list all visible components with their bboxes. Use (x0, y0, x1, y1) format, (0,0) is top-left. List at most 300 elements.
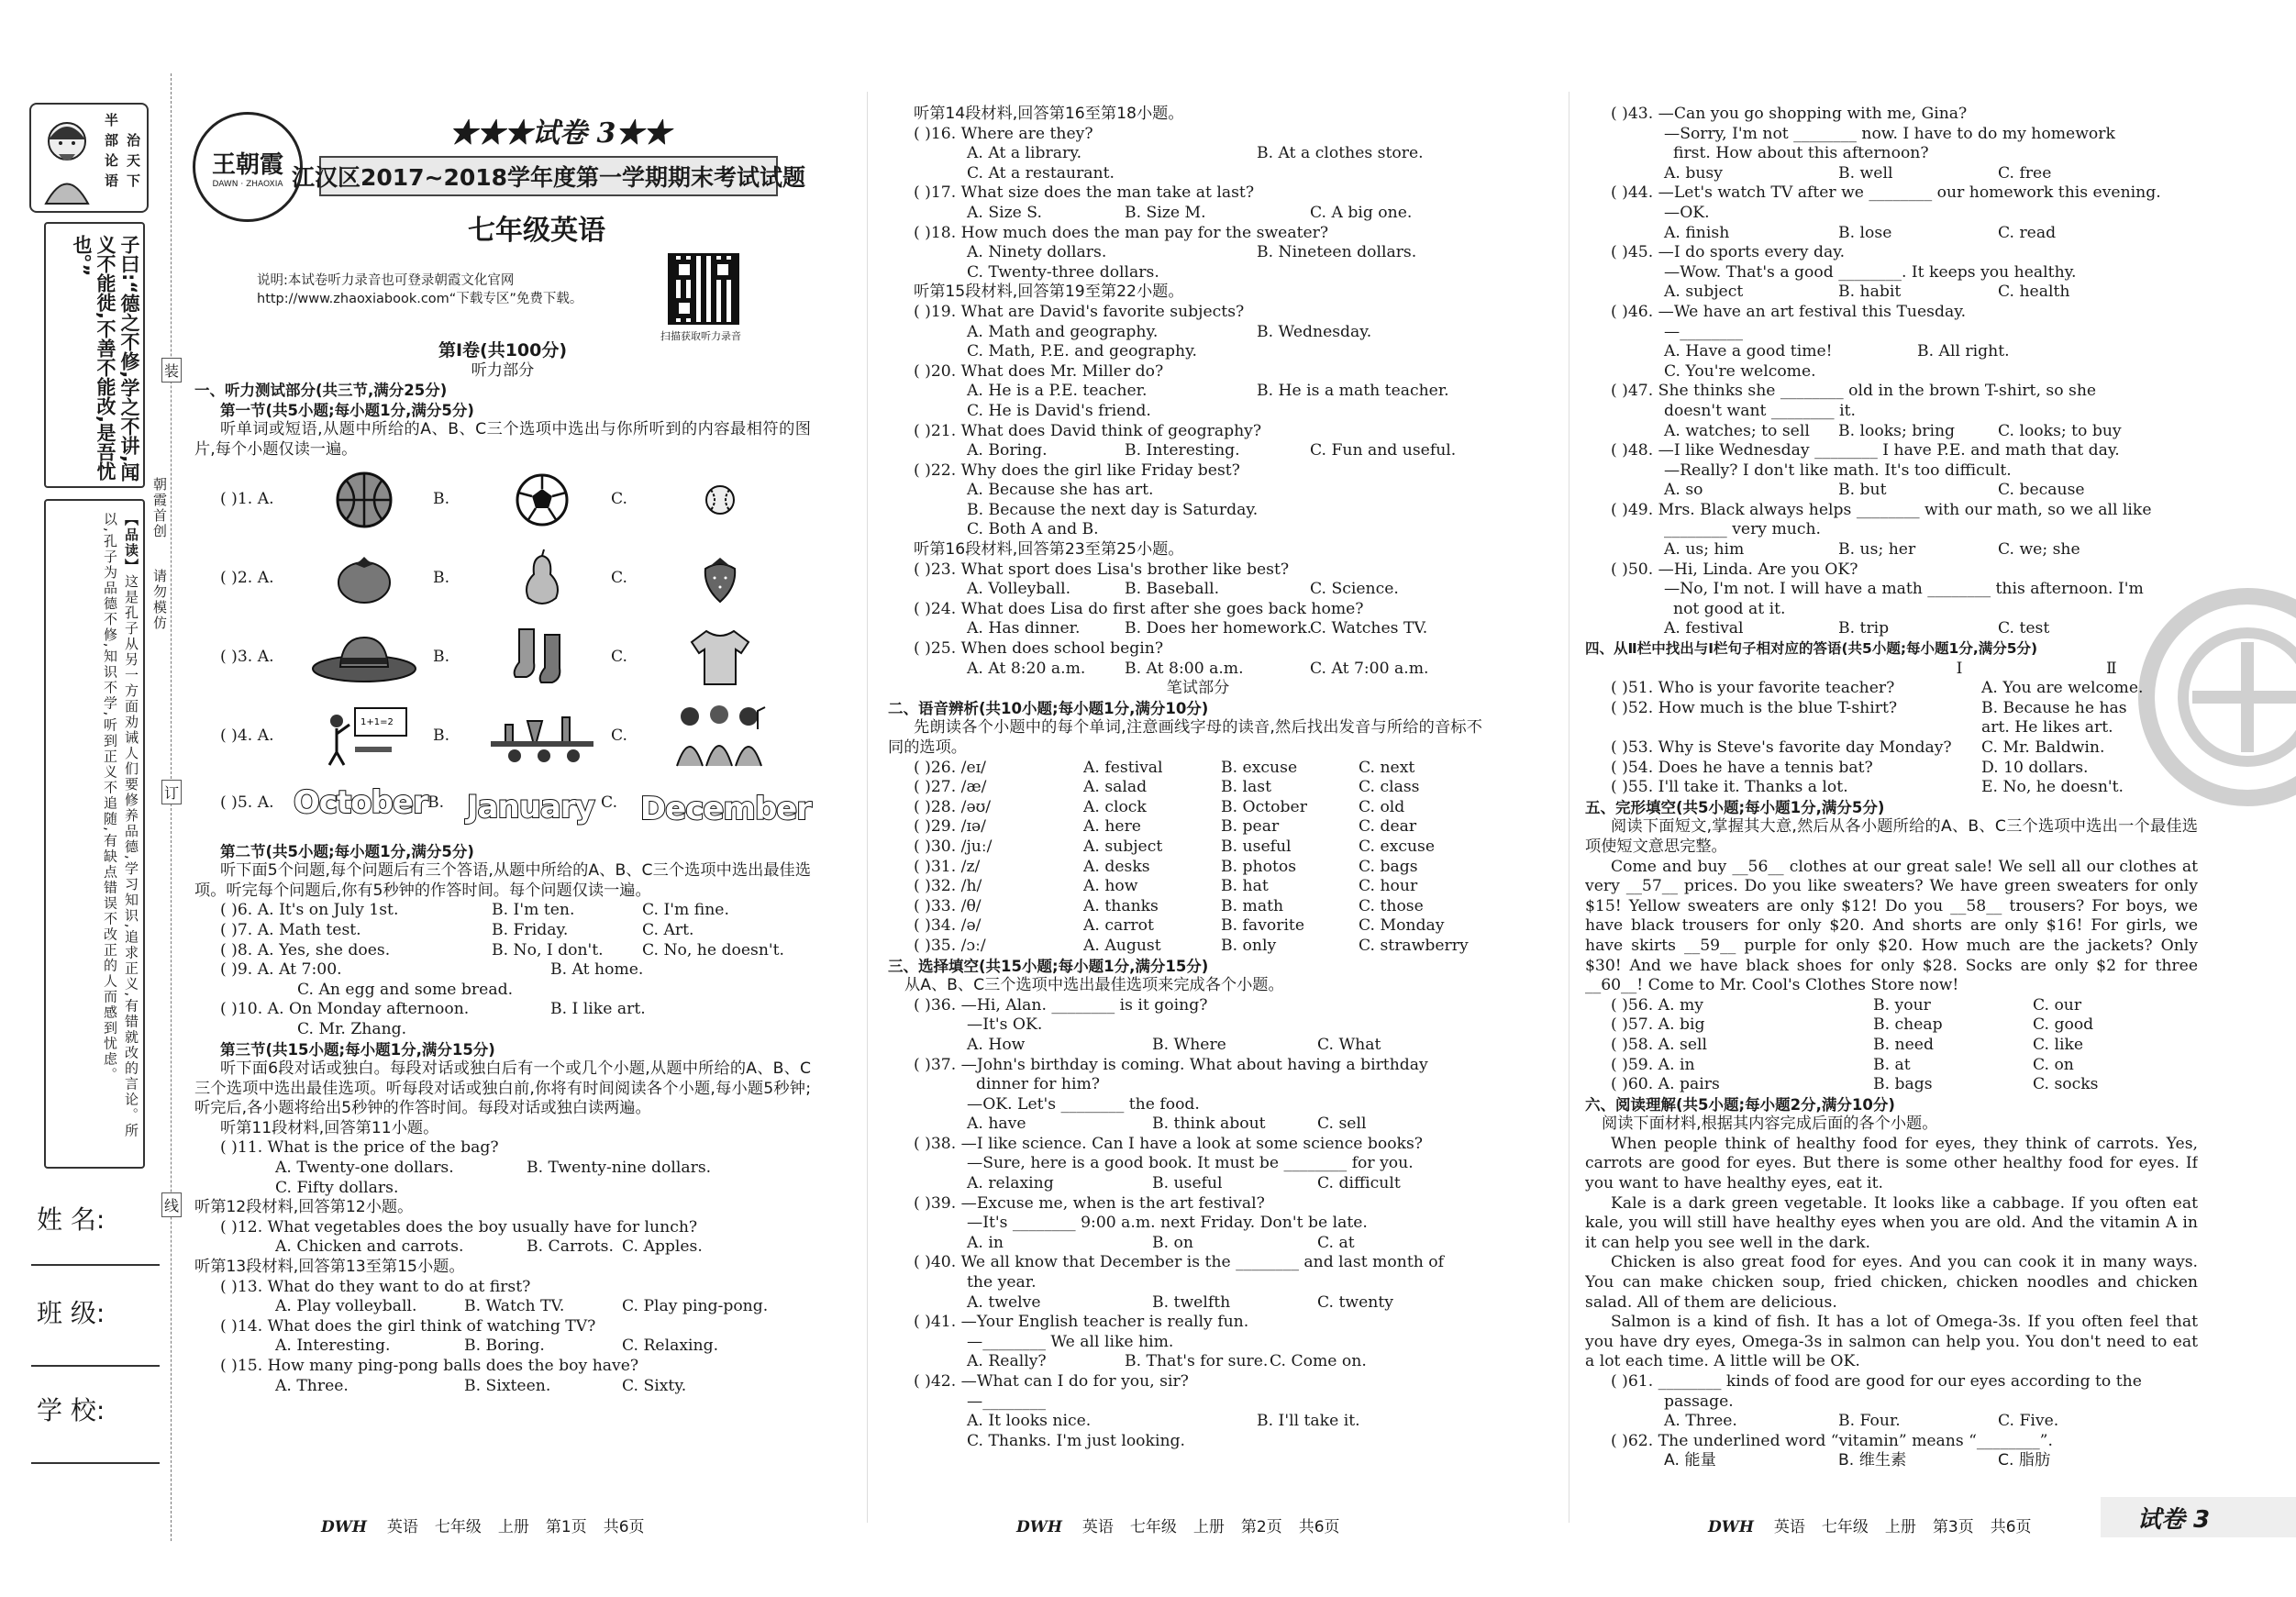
paper-no: ★★★试卷 3★★ (449, 117, 671, 150)
picture-question-4 (194, 697, 811, 776)
football-icon[interactable] (473, 460, 611, 539)
phonetics-item-cell: ( )27. /æ/ (914, 778, 987, 797)
cloze-question (1611, 1015, 2198, 1036)
question-39-options: A. in B. on C. at (967, 1233, 1355, 1252)
reading-text (53, 512, 141, 1154)
reading-box (44, 499, 145, 1169)
cloze-question-cell: ( )58. A. sell (1611, 1035, 1707, 1054)
picture-question-5 (194, 776, 811, 831)
question-61-cont: passage. (1664, 1392, 1734, 1411)
school-field[interactable] (31, 1462, 160, 1464)
matching-item-cell: C. Mr. Baldwin. (1981, 738, 2105, 757)
exam-title: 江汉区2017~2018学年度第一学期期末考试试题 (291, 164, 806, 191)
cloze-question-cell: C. like (2033, 1035, 2084, 1054)
brand-logo (193, 112, 303, 222)
cloze-question-cell: ( )59. A. in (1611, 1055, 1695, 1074)
paper-badge: 试卷 3 (2101, 1497, 2296, 1537)
listening-part-title: 听力部分 (471, 360, 535, 380)
class-label: 班 级: (37, 1298, 105, 1328)
matching-item-cell: ( )55. I'll take it. Thanks a lot. (1611, 778, 1848, 797)
tomato-icon[interactable] (295, 539, 433, 618)
title-ribbon (291, 156, 806, 196)
hat-icon[interactable] (295, 618, 433, 697)
question-15-options: A. Three. B. Sixteen. C. Sixty. (275, 1376, 687, 1395)
qr-caption: 扫描获取听力录音 (660, 330, 741, 342)
phonetics-item-cell: C. class (1359, 778, 1420, 797)
matching-item-cell: E. No, he doesn't. (1981, 778, 2124, 797)
question-37-options: A. have B. think about C. sell (967, 1115, 1367, 1134)
question-19: ( )19. What are David's favorite subjects? (914, 302, 1245, 321)
phonetics-item-cell: ( )35. /ɔː/ (914, 936, 986, 955)
question-6: ( )6. A. It's on July 1st. B. I'm ten. C. I'm fine. (220, 901, 729, 920)
reading-body: 这是孔子从另一方面劝诫人们要修养品德,学习知识,追求正义,有错就改的言论。所以,孔子为品德不修,知识不学,听到正义不追随,有缺点错误不改正的人而感到忧虑。 (102, 512, 139, 1139)
question-11-options: A. Twenty-one dollars. B. Twenty-nine dollars. (275, 1159, 712, 1178)
question-42-options: A. It looks nice. B. I'll take it. (967, 1412, 1360, 1431)
phonetics-item-cell: C. those (1359, 896, 1424, 915)
question-9-c: C. An egg and some bread. (297, 980, 514, 999)
question-43-cont: first. How about this afternoon? (1673, 144, 1929, 163)
picture-question-1 (194, 460, 811, 539)
matching-headers: Ⅰ Ⅱ (1956, 659, 2117, 678)
question-number: ( )4. A. (220, 726, 274, 745)
cloze-question-cell: ( )60. A. pairs (1611, 1075, 1720, 1094)
math-class-icon[interactable] (295, 697, 433, 776)
reading-title: 【品读】 (123, 512, 139, 574)
phonetics-item (914, 858, 1482, 878)
section-2-title: 二、语音辨析(共10小题;每小题1分,满分10分) (888, 699, 1209, 717)
phonetics-item (914, 877, 1482, 897)
option-c-letter: C. (611, 489, 628, 508)
matching-item-cell (1611, 718, 1981, 738)
phonetics-item-cell: A. here (1083, 817, 1141, 837)
question-20: ( )20. What does Mr. Miller do? (914, 361, 1164, 381)
binding-mark-xian: 线 (161, 1192, 182, 1217)
cloze-question-cell: B. at (1873, 1055, 1911, 1074)
cloze-question-cell: C. our (2033, 995, 2082, 1015)
question-48-options: A. so B. but C. because (1664, 481, 2085, 500)
question-25: ( )25. When does school begin? (914, 639, 1164, 659)
question-number: ( )3. A. (220, 647, 274, 666)
picture-question-2 (194, 539, 811, 618)
matching-item-cell: ( )54. Does he have a tennis bat? (1611, 758, 1873, 777)
january-word-art[interactable]: January (466, 788, 594, 826)
phonetics-item-cell: B. hat (1221, 877, 1269, 896)
reading-paragraph-1: When people think of healthy food for eyes, they think of carrots. Yes, carrots are good for eyes. But there is some other healthy food for eyes. If you want to have healthy eyes, eat it. (1585, 1134, 2198, 1193)
question-43: ( )43. —Can you go shopping with me, Gina? (1611, 105, 1968, 123)
question-10-c: C. Mr. Zhang. (297, 1019, 407, 1038)
question-18: ( )18. How much does the man pay for the sweater? (914, 223, 1329, 242)
sidebar (0, 0, 180, 1597)
question-38-reply: —Sure, here is a good book. It must be ________ for you. (967, 1154, 1414, 1173)
phonetics-item-cell: C. hour (1359, 877, 1418, 896)
question-24-options: A. Has dinner. B. Does her homework. C. Watches TV. (967, 619, 1428, 638)
section-5-title: 五、完形填空(共5小题;每小题1分,满分5分) (1585, 798, 1885, 816)
footer-page-2: DWH 英语 七年级 上册 第2页 共6页 (1016, 1518, 1340, 1536)
cloze-question-cell: C. good (2033, 1015, 2094, 1035)
slogan-col-1: 半 部 论 语 (105, 112, 119, 189)
page-divider-1 (867, 92, 868, 1523)
footer-page-3: DWH 英语 七年级 上册 第3页 共6页 (1708, 1518, 2032, 1536)
material-16: 听第16段材料,回答第23至第25小题。 (914, 540, 1184, 560)
matching-item-cell: ( )53. Why is Steve's favorite day Monday? (1611, 738, 1952, 757)
section-1-1-title: 第一节(共5小题;每小题1分,满分5分) (220, 401, 474, 419)
question-24: ( )24. What does Lisa do first after she goes back home? (914, 599, 1364, 618)
question-45-reply: —Wow. That's a good ________. It keeps you healthy. (1664, 262, 2077, 282)
question-48: ( )48. —I like Wednesday ________ I have P.E. and math that day. (1611, 441, 2120, 460)
question-46-options: A. Have a good time! B. All right. (1664, 342, 2010, 361)
exam-note: 说明:本试卷听力录音也可登录朝霞文化官网 http://www.zhaoxiabook.com“下载专区”免费下载。 (257, 273, 583, 306)
phonetics-item-cell: ( )29. /ɪə/ (914, 817, 986, 837)
reading-paragraph-2: Kale is a dark green vegetable. It looks like a cabbage. If you often eat kale, you will still have healthy eyes when you are old. And the vitamin A in it can help you see well in the dark. (1585, 1193, 2198, 1252)
phonetics-item-cell: B. favorite (1221, 916, 1305, 936)
question-46: ( )46. —We have an art festival this Tuesday. (1611, 302, 1967, 321)
question-47-cont: doesn't want ________ it. (1664, 401, 1856, 420)
question-9: ( )9. A. At 7:00. B. At home. (220, 960, 644, 980)
binding-mark-zhuang: 装 (161, 358, 182, 383)
option-b-letter: B. (433, 726, 450, 745)
subject-title: 七年级英语 (468, 215, 605, 247)
question-17-options: A. Size S. B. Size M. C. A big one. (967, 203, 1413, 222)
matching-item-cell: A. You are welcome. (1981, 679, 2144, 698)
name-field[interactable] (31, 1264, 160, 1266)
question-11: ( )11. What is the price of the bag? (220, 1138, 499, 1158)
question-36-options: A. How B. Where C. What (967, 1035, 1381, 1054)
matching-item-cell: ( )52. How much is the blue T-shirt? (1611, 698, 1898, 717)
section-6-title: 六、阅读理解(共5小题;每小题2分,满分10分) (1585, 1095, 1895, 1114)
phonetics-item-cell: A. subject (1083, 837, 1163, 856)
material-13: 听第13段材料,回答第13至第15小题。 (194, 1258, 465, 1277)
question-10: ( )10. A. On Monday afternoon. B. I like art. (220, 1000, 646, 1019)
cloze-questions (1611, 996, 2198, 1095)
phonetics-item (914, 897, 1482, 917)
slogan-col-2: 治 天 下 (127, 132, 141, 189)
question-44: ( )44. —Let's watch TV after we ________ our homework this evening. (1611, 183, 2161, 203)
confucius-icon (37, 114, 97, 205)
brand-sub: DAWN · ZHAOXIA (212, 179, 283, 189)
science-class-icon[interactable] (473, 697, 611, 776)
phonetics-item-cell: A. carrot (1083, 916, 1154, 936)
cloze-question (1611, 1075, 2198, 1095)
cloze-question-cell: ( )57. A. big (1611, 1015, 1705, 1035)
section-3-title: 三、选择填空(共15小题;每小题1分,满分15分) (888, 957, 1209, 975)
phonetics-item-cell: C. dear (1359, 817, 1417, 837)
question-12: ( )12. What vegetables does the boy usually have for lunch? (220, 1217, 698, 1237)
question-14-options: A. Interesting. B. Boring. C. Relaxing. (275, 1336, 719, 1356)
material-15: 听第15段材料,回答第19至第22小题。 (914, 283, 1184, 302)
matching-item-cell: D. 10 dollars. (1981, 758, 2089, 777)
phonetics-item-cell: ( )30. /juː/ (914, 837, 993, 856)
phonetics-item (914, 817, 1482, 837)
october-word-art[interactable]: October (293, 783, 427, 821)
question-37-cont: dinner for him? (976, 1075, 1100, 1094)
question-23-options: A. Volleyball. B. Baseball. C. Science. (967, 580, 1399, 599)
matching-item-cell: B. Because he has (1981, 698, 2127, 717)
phonetics-item-cell: B. excuse (1221, 758, 1298, 777)
section-1-3-title: 第三节(共15小题;每小题1分,满分15分) (220, 1040, 495, 1059)
question-number: ( )2. A. (220, 568, 274, 587)
question-8: ( )8. A. Yes, she does. B. No, I don't. C. No, he doesn't. (220, 940, 784, 959)
section-5-desc: 阅读下面短文,掌握其大意,然后从各小题所给的A、B、C三个选项中选出一个最佳选项使短文意思完整。 (1585, 817, 2198, 856)
question-36: ( )36. —Hi, Alan. ________ is it going? (914, 995, 1208, 1015)
school-label: 学 校: (37, 1395, 105, 1425)
binding-line (171, 73, 172, 1541)
section-6-desc: 阅读下面材料,根据其内容完成后面的各个小题。 (1602, 1115, 1938, 1134)
footer-page-1: DWH 英语 七年级 上册 第1页 共6页 (321, 1518, 645, 1536)
picture-question-3 (194, 618, 811, 697)
question-38-options: A. relaxing B. useful C. difficult (967, 1174, 1401, 1193)
tshirt-icon[interactable] (651, 618, 789, 697)
written-part-title: 笔试部分 (1166, 679, 1230, 698)
class-field[interactable] (31, 1365, 160, 1367)
question-40-options: A. twelve B. twelfth C. twenty (967, 1292, 1393, 1312)
volume-title: 第Ⅰ卷(共100分) (438, 341, 568, 360)
phonetics-item-cell: ( )31. /z/ (914, 857, 981, 876)
cloze-question-cell: ( )56. A. my (1611, 995, 1704, 1015)
option-b-letter: B. (433, 489, 450, 508)
cloze-question-cell: C. on (2033, 1055, 2074, 1074)
phonetics-item-cell: ( )33. /θ/ (914, 896, 982, 915)
binding-mark-ding: 订 (161, 780, 182, 804)
cloze-question-cell: C. socks (2033, 1075, 2099, 1094)
phonetics-item-cell: ( )28. /əʊ/ (914, 797, 992, 816)
section-4-title: 四、从Ⅱ栏中找出与Ⅰ栏句子相对应的答语(共5小题;每小题1分,满分5分) (1585, 640, 2038, 658)
question-38: ( )38. —I like science. Can I have a look at some science books? (914, 1134, 1424, 1153)
cloze-passage: Come and buy __56__ clothes at our great sale! We sell all our clothes at very __57__ prices. Do you like sweaters? We have green sweaters for only $15! Yellow sweaters are only $12! Do you __58__ trousers? For boys, we have black trousers for only $20. And shorts are only $16! For girls, we have skirts __59__ purple for only $20. How much are the jackets? Only $30! And we have black shoes for only $28. Socks are only $2 for three __60__! Come to Mr. Cool's Clothes Store now! (1585, 857, 2198, 995)
december-word-art[interactable]: December (639, 790, 812, 827)
phonetics-item-cell: C. Monday (1359, 916, 1445, 936)
question-17: ( )17. What size does the man take at last? (914, 183, 1255, 203)
matching-list (1611, 679, 2198, 798)
question-61-options: A. Three. B. Four. C. Five. (1664, 1412, 2059, 1431)
question-25-options: A. At 8:20 a.m. B. At 8:00 a.m. C. At 7:00 a.m. (967, 659, 1429, 678)
question-45: ( )45. —I do sports every day. (1611, 243, 1846, 262)
socks-icon[interactable] (473, 618, 611, 697)
question-22: ( )22. Why does the girl like Friday best? (914, 460, 1240, 480)
question-37-reply: —OK. Let's ________ the food. (967, 1094, 1200, 1114)
phonetics-item (914, 759, 1482, 779)
question-41-reply: —________ We all like him. (967, 1332, 1174, 1351)
question-12-options: A. Chicken and carrots. B. Carrots. C. Apples. (275, 1237, 703, 1257)
question-49: ( )49. Mrs. Black always helps ________ with our math, so we all like (1611, 500, 2152, 519)
matching-item (1611, 699, 2198, 719)
question-18-options: A. Ninety dollars. B. Nineteen dollars. (967, 243, 1417, 262)
question-16: ( )16. Where are they? (914, 124, 1093, 143)
material-12: 听第12段材料,回答第12小题。 (194, 1198, 414, 1217)
basketball-icon[interactable] (295, 460, 433, 539)
phonetics-item-cell: ( )26. /eɪ/ (914, 758, 986, 777)
question-22-option-b: B. Because the next day is Saturday. (967, 500, 1259, 519)
material-14: 听第14段材料,回答第16至第18小题。 (914, 105, 1184, 123)
question-16-option-c: C. At a restaurant. (967, 163, 1115, 183)
question-48-reply: —Really? I don't like math. It's too difficult. (1664, 460, 2012, 480)
name-label: 姓 名: (37, 1204, 105, 1235)
phonetics-item (914, 937, 1482, 957)
question-23: ( )23. What sport does Lisa's brother like best? (914, 560, 1290, 579)
option-c-letter: C. (611, 726, 628, 745)
pear-icon[interactable] (473, 539, 611, 618)
question-number: ( )1. A. (220, 489, 274, 508)
question-62: ( )62. The underlined word “vitamin” means “________”. (1611, 1431, 2053, 1450)
question-36-reply: —It's OK. (967, 1015, 1043, 1035)
quote-box (44, 222, 145, 488)
question-18-option-c: C. Twenty-three dollars. (967, 262, 1159, 282)
question-47-options: A. watches; to sell B. looks; bring C. looks; to buy (1664, 421, 2122, 440)
column-3 (1585, 105, 2198, 1471)
phonetics-item-cell: B. October (1221, 797, 1307, 816)
question-49-options: A. us; him B. us; her C. we; she (1664, 540, 2080, 560)
question-39-reply: —It's ________ 9:00 a.m. next Friday. Don't be late. (967, 1214, 1368, 1233)
question-43-reply: —Sorry, I'm not ________ now. I have to do my homework (1664, 124, 2115, 143)
question-21-options: A. Boring. B. Interesting. C. Fun and useful. (967, 441, 1457, 460)
question-42-option-c: C. Thanks. I'm just looking. (967, 1431, 1185, 1450)
cloze-question-cell: B. bags (1873, 1075, 1933, 1094)
matching-item-cell: ( )51. Who is your favorite teacher? (1611, 679, 1895, 698)
phonetics-item-cell: A. salad (1083, 778, 1148, 797)
binding-mark-copy: 请勿模仿 (151, 569, 168, 631)
section-3-desc: 从A、B、C三个选项中选出最佳选项来完成各个小题。 (904, 976, 1284, 995)
phonetics-item-cell: B. pear (1221, 817, 1280, 837)
option-b-letter: B. (433, 568, 450, 587)
phonetics-item (914, 837, 1482, 858)
column-2 (888, 105, 1482, 1451)
question-13: ( )13. What do they want to do at first? (220, 1277, 531, 1296)
option-c-letter: C. (611, 647, 628, 666)
matching-item (1611, 718, 2198, 738)
question-50-options: A. festival B. trip C. test (1664, 619, 2050, 638)
question-40-cont: the year. (967, 1273, 1037, 1292)
matching-item (1611, 679, 2198, 699)
column-1 (194, 341, 811, 1396)
phonetics-item (914, 778, 1482, 798)
matching-item (1611, 738, 2198, 759)
option-c-letter: C. (601, 793, 618, 812)
phonetics-item-cell: ( )34. /ə/ (914, 916, 982, 936)
question-46-option-c: C. You're welcome. (1664, 361, 1816, 381)
phonetics-item-cell: C. excuse (1359, 837, 1436, 856)
phonetics-item-cell: B. only (1221, 936, 1277, 955)
question-39: ( )39. —Excuse me, when is the art festival? (914, 1193, 1265, 1213)
phonetics-item-cell: C. strawberry (1359, 936, 1469, 955)
baseball-icon[interactable] (651, 460, 789, 539)
question-47: ( )47. She thinks she ________ old in the brown T-shirt, so she (1611, 382, 2097, 401)
question-49-cont: ________ very much. (1664, 520, 1822, 539)
question-number: ( )5. A. (220, 793, 274, 812)
question-46-reply: —________ (1664, 322, 1743, 341)
phonetics-item-cell: C. old (1359, 797, 1405, 816)
question-61: ( )61. ________ kinds of food are good for our eyes according to the (1611, 1372, 2142, 1391)
question-43-options: A. busy B. well C. free (1664, 163, 2052, 183)
option-b-letter: B. (427, 793, 445, 812)
question-22-option-a: A. Because she has art. (967, 481, 1154, 500)
phonetics-item-cell: B. photos (1221, 857, 1297, 876)
phonetics-list (914, 759, 1482, 957)
watermark-seal-icon (2137, 587, 2296, 807)
question-50: ( )50. —Hi, Linda. Are you OK? (1611, 560, 1858, 579)
phonetics-item-cell: A. clock (1083, 797, 1147, 816)
section-1-2-title: 第二节(共5小题;每小题1分,满分5分) (220, 842, 474, 860)
question-45-options: A. subject B. habit C. health (1664, 283, 2070, 302)
question-7: ( )7. A. Math test. B. Friday. C. Art. (220, 920, 694, 939)
reading-paragraph-3: Chicken is also great food for eyes. And you can cook it in many ways. You can make chicken soup, fried chicken, chicken noodles and chicken salad. All of them are delicious. (1585, 1253, 2198, 1312)
matching-item-cell: art. He likes art. (1981, 718, 2113, 738)
question-44-options: A. finish B. lose C. read (1664, 223, 2057, 242)
question-20-option-c: C. He is David's friend. (967, 401, 1151, 420)
section-1-title: 一、听力测试部分(共三节,满分25分) (194, 382, 448, 400)
phonetics-item-cell: ( )32. /h/ (914, 877, 982, 896)
phonetics-item-cell: B. last (1221, 778, 1272, 797)
matching-item (1611, 759, 2198, 779)
phonetics-item-cell: A. August (1083, 936, 1161, 955)
option-c-letter: C. (611, 568, 628, 587)
question-16-options: A. At a library. B. At a clothes store. (967, 144, 1424, 163)
cloze-question (1611, 1056, 2198, 1076)
question-40: ( )40. We all know that December is the ________ and last month of (914, 1253, 1444, 1272)
binding-mark-brand: 朝霞首创 (151, 477, 168, 539)
question-42: ( )42. —What can I do for you, sir? (914, 1372, 1189, 1391)
phonetics-item (914, 916, 1482, 937)
question-11-option-c: C. Fifty dollars. (275, 1178, 399, 1197)
cloze-question-cell: B. your (1873, 995, 1931, 1015)
phonetics-item-cell: B. useful (1221, 837, 1292, 856)
reading-paragraph-4: Salmon is a kind of fish. It has a lot of Omega-3s. If you often feel that you have dry eyes, Omega-3s in salmon can help you. You don't need to eat a lot each time. A little will be OK. (1585, 1313, 2198, 1371)
header (183, 103, 807, 341)
question-14: ( )14. What does the girl think of watching TV? (220, 1316, 596, 1336)
question-50-reply: —No, I'm not. I will have a math ________ this afternoon. I'm (1664, 580, 2144, 599)
question-41-options: A. Really? B. That's for sure. C. Come on. (967, 1352, 1367, 1371)
question-20-options: A. He is a P.E. teacher. B. He is a math teacher. (967, 382, 1449, 401)
music-class-icon[interactable] (651, 697, 789, 776)
question-37: ( )37. —John's birthday is coming. What about having a birthday (914, 1055, 1428, 1074)
phonetics-item (914, 798, 1482, 818)
question-41: ( )41. —Your English teacher is really fun. (914, 1313, 1249, 1332)
section-1-1-desc: 听单词或短语,从题中所给的A、B、C三个选项中选出与你所听到的内容最相符的图片,每个小题仅读一遍。 (194, 420, 811, 459)
phonetics-item-cell: A. thanks (1083, 896, 1159, 915)
question-62-options: A. 能量 B. 维生素 C. 脂肪 (1664, 1451, 2051, 1470)
cloze-question-cell: B. need (1873, 1035, 1934, 1054)
question-15: ( )15. How many ping-pong balls does the boy have? (220, 1357, 639, 1375)
question-13-options: A. Play volleyball. B. Watch TV. C. Play ping-pong. (275, 1297, 769, 1316)
matching-item (1611, 778, 2198, 798)
material-11: 听第11段材料,回答第11小题。 (220, 1118, 439, 1137)
question-19-options: A. Math and geography. B. Wednesday. (967, 322, 1372, 341)
question-19-option-c: C. Math, P.E. and geography. (967, 342, 1197, 361)
cloze-question (1611, 1036, 2198, 1056)
phonetics-item-cell: B. math (1221, 896, 1284, 915)
qr-code-icon[interactable] (668, 253, 739, 325)
slogan-box (29, 103, 149, 213)
phonetics-item-cell: A. desks (1083, 857, 1150, 876)
section-1-3-desc: 听下面6段对话或独白。每段对话或独白后有一个或几个小题,从题中所给的A、B、C三个选项中选出最佳选项。听每段对话或独白前,你将有时间阅读各个小题,每小题5秒钟;听完后,各小题将给出5秒钟的作答时间。每段对话或独白读两遍。 (194, 1059, 811, 1118)
cloze-question (1611, 996, 2198, 1016)
strawberry-icon[interactable] (651, 539, 789, 618)
question-21: ( )21. What does David think of geography? (914, 421, 1262, 440)
brand-name: 王朝霞 (211, 150, 283, 179)
quote-text: 子曰:“德之不修,学之不讲,闻义不能徙,不善不能改,是吾忧也。” (71, 235, 140, 482)
section-2-desc: 先朗读各个小题中的每个单词,注意画线字母的读音,然后找出发音与所给的音标不同的选项。 (888, 718, 1482, 757)
phonetics-item-cell: A. festival (1083, 758, 1163, 777)
phonetics-item-cell: C. bags (1359, 857, 1418, 876)
question-44-reply: —OK. (1664, 203, 1710, 222)
svg-text:1+1=2: 1+1=2 (360, 716, 394, 727)
question-42-reply: —________ (967, 1392, 1046, 1411)
cloze-question-cell: B. cheap (1873, 1015, 1943, 1035)
option-b-letter: B. (433, 647, 450, 666)
section-1-2-desc: 听下面5个问题,每个问题后有三个答语,从题中所给的A、B、C三个选项中选出最佳选项。听完每个问题后,你有5秒钟的作答时间。每个问题仅读一遍。 (194, 861, 811, 900)
phonetics-item-cell: C. next (1359, 758, 1415, 777)
question-50-cont: not good at it. (1673, 599, 1786, 618)
phonetics-item-cell: A. how (1083, 877, 1138, 896)
question-22-option-c: C. Both A and B. (967, 520, 1099, 539)
